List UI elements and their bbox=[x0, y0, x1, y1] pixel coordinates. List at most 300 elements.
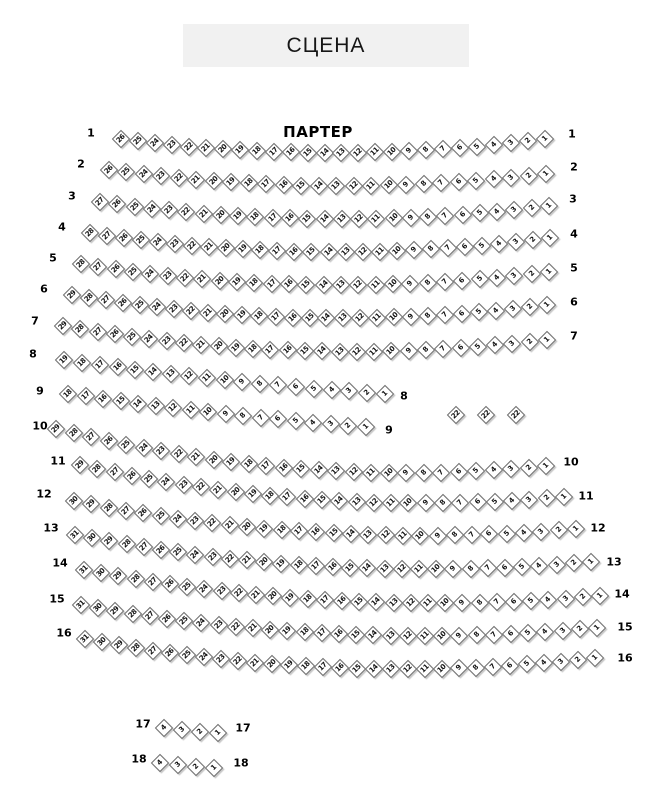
seat[interactable] bbox=[148, 298, 166, 316]
seat[interactable] bbox=[344, 463, 362, 481]
seat[interactable] bbox=[146, 134, 164, 152]
seat[interactable] bbox=[261, 620, 279, 638]
seat[interactable] bbox=[350, 210, 368, 228]
seat[interactable] bbox=[255, 553, 273, 571]
seat[interactable] bbox=[183, 236, 201, 254]
seat[interactable] bbox=[269, 410, 287, 428]
seat[interactable] bbox=[488, 202, 506, 220]
seat[interactable] bbox=[197, 139, 215, 157]
seat[interactable] bbox=[384, 209, 402, 227]
seat[interactable] bbox=[163, 136, 181, 154]
seat[interactable] bbox=[467, 462, 485, 480]
seat[interactable] bbox=[106, 260, 124, 278]
seat[interactable] bbox=[522, 265, 540, 283]
seat[interactable] bbox=[149, 233, 167, 251]
seat[interactable] bbox=[169, 543, 187, 561]
seat[interactable] bbox=[330, 492, 348, 510]
seat[interactable] bbox=[530, 557, 548, 575]
seat[interactable] bbox=[165, 300, 183, 318]
seat[interactable] bbox=[199, 303, 217, 321]
seat[interactable] bbox=[126, 570, 144, 588]
seat[interactable] bbox=[234, 407, 252, 425]
seat[interactable] bbox=[261, 340, 279, 358]
seat[interactable] bbox=[513, 558, 531, 576]
seat[interactable] bbox=[177, 203, 195, 221]
seat[interactable] bbox=[110, 636, 128, 654]
seat[interactable] bbox=[238, 551, 256, 569]
seat[interactable] bbox=[297, 276, 315, 294]
seat[interactable] bbox=[384, 594, 402, 612]
seat[interactable] bbox=[507, 233, 525, 251]
seat[interactable] bbox=[244, 485, 262, 503]
seat[interactable] bbox=[400, 142, 418, 160]
seat[interactable] bbox=[384, 275, 402, 293]
seat[interactable] bbox=[166, 235, 184, 253]
seat[interactable] bbox=[134, 504, 152, 522]
seat[interactable] bbox=[200, 238, 218, 256]
seat[interactable] bbox=[383, 143, 401, 161]
seat[interactable] bbox=[330, 342, 348, 360]
seat[interactable] bbox=[364, 626, 382, 644]
seat[interactable] bbox=[125, 197, 143, 215]
seat[interactable] bbox=[217, 405, 235, 423]
seat[interactable] bbox=[155, 719, 173, 737]
seat[interactable] bbox=[467, 626, 485, 644]
seat[interactable] bbox=[187, 171, 205, 189]
seat[interactable] bbox=[468, 493, 486, 511]
seat[interactable] bbox=[228, 273, 246, 291]
seat[interactable] bbox=[353, 243, 371, 261]
seat[interactable] bbox=[123, 466, 141, 484]
seat[interactable] bbox=[567, 520, 585, 538]
seat[interactable] bbox=[434, 140, 452, 158]
seat[interactable] bbox=[307, 523, 325, 541]
seat[interactable] bbox=[187, 448, 205, 466]
seat[interactable] bbox=[339, 416, 357, 434]
seat[interactable] bbox=[232, 306, 250, 324]
seat[interactable] bbox=[402, 594, 420, 612]
seat[interactable] bbox=[322, 415, 340, 433]
seat[interactable] bbox=[477, 406, 495, 424]
seat[interactable] bbox=[366, 143, 384, 161]
seat[interactable] bbox=[402, 308, 420, 326]
seat[interactable] bbox=[342, 525, 360, 543]
seat[interactable] bbox=[221, 549, 239, 567]
seat[interactable] bbox=[449, 463, 467, 481]
seat[interactable] bbox=[368, 309, 386, 327]
seat[interactable] bbox=[537, 165, 555, 183]
seat[interactable] bbox=[379, 464, 397, 482]
seat[interactable] bbox=[72, 596, 90, 614]
seat[interactable] bbox=[498, 524, 516, 542]
seat[interactable] bbox=[571, 620, 589, 638]
seat[interactable] bbox=[283, 308, 301, 326]
seat[interactable] bbox=[345, 177, 363, 195]
seat[interactable] bbox=[212, 582, 230, 600]
seat[interactable] bbox=[427, 560, 445, 578]
seat[interactable] bbox=[322, 381, 340, 399]
seat[interactable] bbox=[261, 486, 279, 504]
seat[interactable] bbox=[152, 541, 170, 559]
seat[interactable] bbox=[565, 554, 583, 572]
seat[interactable] bbox=[151, 754, 169, 772]
seat[interactable] bbox=[175, 334, 193, 352]
seat[interactable] bbox=[417, 141, 435, 159]
seat[interactable] bbox=[324, 524, 342, 542]
seat[interactable] bbox=[379, 176, 397, 194]
seat[interactable] bbox=[538, 296, 556, 314]
seat[interactable] bbox=[314, 658, 332, 676]
seat[interactable] bbox=[160, 201, 178, 219]
seat[interactable] bbox=[268, 242, 286, 260]
seat[interactable] bbox=[569, 651, 587, 669]
seat[interactable] bbox=[502, 625, 520, 643]
seat[interactable] bbox=[158, 609, 176, 627]
seat[interactable] bbox=[64, 424, 82, 442]
seat[interactable] bbox=[290, 522, 308, 540]
seat[interactable] bbox=[90, 356, 108, 374]
seat[interactable] bbox=[161, 644, 179, 662]
seat[interactable] bbox=[348, 342, 366, 360]
seat[interactable] bbox=[197, 369, 215, 387]
seat[interactable] bbox=[484, 657, 502, 675]
seat[interactable] bbox=[99, 432, 117, 450]
seat[interactable] bbox=[359, 526, 377, 544]
seat[interactable] bbox=[230, 584, 248, 602]
seat[interactable] bbox=[180, 367, 198, 385]
seat[interactable] bbox=[226, 483, 244, 501]
seat[interactable] bbox=[397, 464, 415, 482]
seat[interactable] bbox=[178, 646, 196, 664]
seat[interactable] bbox=[586, 649, 604, 667]
seat[interactable] bbox=[314, 276, 332, 294]
seat[interactable] bbox=[287, 378, 305, 396]
seat[interactable] bbox=[132, 231, 150, 249]
seat[interactable] bbox=[414, 464, 432, 482]
seat[interactable] bbox=[47, 420, 65, 438]
seat[interactable] bbox=[249, 307, 267, 325]
seat[interactable] bbox=[246, 208, 264, 226]
seat[interactable] bbox=[480, 525, 498, 543]
seat[interactable] bbox=[453, 305, 471, 323]
seat[interactable] bbox=[287, 412, 305, 430]
seat[interactable] bbox=[523, 199, 541, 217]
seat[interactable] bbox=[71, 320, 89, 338]
seat[interactable] bbox=[382, 342, 400, 360]
seat[interactable] bbox=[532, 522, 550, 540]
seat[interactable] bbox=[112, 130, 130, 148]
seat[interactable] bbox=[298, 144, 316, 162]
seat[interactable] bbox=[262, 274, 280, 292]
seat[interactable] bbox=[269, 376, 287, 394]
seat[interactable] bbox=[157, 473, 175, 491]
seat[interactable] bbox=[98, 226, 116, 244]
seat[interactable] bbox=[411, 527, 429, 545]
seat[interactable] bbox=[588, 619, 606, 637]
seat[interactable] bbox=[186, 545, 204, 563]
seat[interactable] bbox=[89, 599, 107, 617]
seat[interactable] bbox=[358, 559, 376, 577]
seat[interactable] bbox=[82, 495, 100, 513]
seat[interactable] bbox=[324, 558, 342, 576]
seat[interactable] bbox=[89, 258, 107, 276]
seat[interactable] bbox=[540, 197, 558, 215]
seat[interactable] bbox=[382, 660, 400, 678]
seat[interactable] bbox=[422, 240, 440, 258]
seat[interactable] bbox=[135, 538, 153, 556]
seat[interactable] bbox=[367, 593, 385, 611]
seat[interactable] bbox=[381, 626, 399, 644]
seat[interactable] bbox=[436, 207, 454, 225]
seat[interactable] bbox=[144, 641, 162, 659]
seat[interactable] bbox=[463, 526, 481, 544]
seat[interactable] bbox=[536, 130, 554, 148]
seat[interactable] bbox=[76, 387, 94, 405]
seat[interactable] bbox=[382, 494, 400, 512]
seat[interactable] bbox=[100, 532, 118, 550]
seat[interactable] bbox=[144, 573, 162, 591]
seat[interactable] bbox=[71, 456, 89, 474]
seat[interactable] bbox=[99, 498, 117, 516]
seat[interactable] bbox=[451, 139, 469, 157]
seat[interactable] bbox=[484, 170, 502, 188]
seat[interactable] bbox=[349, 144, 367, 162]
seat[interactable] bbox=[238, 518, 256, 536]
seat[interactable] bbox=[313, 491, 331, 509]
seat[interactable] bbox=[93, 633, 111, 651]
seat[interactable] bbox=[203, 547, 221, 565]
seat[interactable] bbox=[152, 167, 170, 185]
seat[interactable] bbox=[194, 204, 212, 222]
seat[interactable] bbox=[405, 241, 423, 259]
seat[interactable] bbox=[141, 265, 159, 283]
seat[interactable] bbox=[471, 204, 489, 222]
seat[interactable] bbox=[199, 403, 217, 421]
seat[interactable] bbox=[281, 209, 299, 227]
seat[interactable] bbox=[298, 590, 316, 608]
seat[interactable] bbox=[204, 450, 222, 468]
seat[interactable] bbox=[187, 758, 205, 776]
seat[interactable] bbox=[173, 721, 191, 739]
seat[interactable] bbox=[522, 592, 540, 610]
seat[interactable] bbox=[467, 658, 485, 676]
seat[interactable] bbox=[556, 590, 574, 608]
seat[interactable] bbox=[450, 626, 468, 644]
seat[interactable] bbox=[502, 460, 520, 478]
seat[interactable] bbox=[461, 560, 479, 578]
seat[interactable] bbox=[416, 660, 434, 678]
seat[interactable] bbox=[239, 455, 257, 473]
seat[interactable] bbox=[479, 559, 497, 577]
seat[interactable] bbox=[88, 460, 106, 478]
seat[interactable] bbox=[487, 302, 505, 320]
seat[interactable] bbox=[332, 276, 350, 294]
seat[interactable] bbox=[519, 624, 537, 642]
seat[interactable] bbox=[209, 337, 227, 355]
seat[interactable] bbox=[401, 275, 419, 293]
seat[interactable] bbox=[540, 263, 558, 281]
seat[interactable] bbox=[126, 360, 144, 378]
seat[interactable] bbox=[470, 594, 488, 612]
seat[interactable] bbox=[73, 353, 91, 371]
seat[interactable] bbox=[447, 406, 465, 424]
seat[interactable] bbox=[221, 516, 239, 534]
seat[interactable] bbox=[468, 137, 486, 155]
seat[interactable] bbox=[302, 243, 320, 261]
seat[interactable] bbox=[212, 650, 230, 668]
seat[interactable] bbox=[341, 559, 359, 577]
seat[interactable] bbox=[453, 594, 471, 612]
seat[interactable] bbox=[486, 493, 504, 511]
seat[interactable] bbox=[144, 363, 162, 381]
seat[interactable] bbox=[336, 243, 354, 261]
seat[interactable] bbox=[80, 289, 98, 307]
seat[interactable] bbox=[434, 340, 452, 358]
seat[interactable] bbox=[191, 723, 209, 741]
seat[interactable] bbox=[292, 460, 310, 478]
seat[interactable] bbox=[279, 341, 297, 359]
seat[interactable] bbox=[505, 592, 523, 610]
seat[interactable] bbox=[304, 413, 322, 431]
seat[interactable] bbox=[186, 512, 204, 530]
seat[interactable] bbox=[180, 137, 198, 155]
seat[interactable] bbox=[365, 660, 383, 678]
seat[interactable] bbox=[246, 653, 264, 671]
seat[interactable] bbox=[451, 339, 469, 357]
seat[interactable] bbox=[244, 619, 262, 637]
seat[interactable] bbox=[432, 174, 450, 192]
seat[interactable] bbox=[315, 210, 333, 228]
seat[interactable] bbox=[63, 286, 81, 304]
seat[interactable] bbox=[316, 591, 334, 609]
seat[interactable] bbox=[140, 470, 158, 488]
seat[interactable] bbox=[319, 243, 337, 261]
seat[interactable] bbox=[547, 556, 565, 574]
seat[interactable] bbox=[123, 604, 141, 622]
seat[interactable] bbox=[334, 309, 352, 327]
seat[interactable] bbox=[519, 132, 537, 150]
seat[interactable] bbox=[75, 561, 93, 579]
seat[interactable] bbox=[538, 331, 556, 349]
seat[interactable] bbox=[505, 201, 523, 219]
seat[interactable] bbox=[117, 163, 135, 181]
seat[interactable] bbox=[266, 308, 284, 326]
seat[interactable] bbox=[488, 593, 506, 611]
seat[interactable] bbox=[362, 177, 380, 195]
seat[interactable] bbox=[399, 494, 417, 512]
seat[interactable] bbox=[280, 275, 298, 293]
seat[interactable] bbox=[215, 371, 233, 389]
seat[interactable] bbox=[333, 210, 351, 228]
seat[interactable] bbox=[88, 323, 106, 341]
seat[interactable] bbox=[436, 273, 454, 291]
seat[interactable] bbox=[366, 276, 384, 294]
seat[interactable] bbox=[538, 489, 556, 507]
seat[interactable] bbox=[151, 507, 169, 525]
seat[interactable] bbox=[327, 177, 345, 195]
seat[interactable] bbox=[518, 655, 536, 673]
seat[interactable] bbox=[255, 519, 273, 537]
seat[interactable] bbox=[117, 436, 135, 454]
seat[interactable] bbox=[247, 585, 265, 603]
seat[interactable] bbox=[485, 625, 503, 643]
seat[interactable] bbox=[161, 575, 179, 593]
seat[interactable] bbox=[108, 358, 126, 376]
seat[interactable] bbox=[55, 351, 73, 369]
seat[interactable] bbox=[192, 335, 210, 353]
seat[interactable] bbox=[205, 172, 223, 190]
seat[interactable] bbox=[456, 238, 474, 256]
seat[interactable] bbox=[169, 756, 187, 774]
seat[interactable] bbox=[539, 591, 557, 609]
seat[interactable] bbox=[229, 207, 247, 225]
seat[interactable] bbox=[281, 143, 299, 161]
seat[interactable] bbox=[436, 306, 454, 324]
seat[interactable] bbox=[83, 529, 101, 547]
seat[interactable] bbox=[419, 594, 437, 612]
seat[interactable] bbox=[257, 457, 275, 475]
seat[interactable] bbox=[169, 445, 187, 463]
seat[interactable] bbox=[134, 439, 152, 457]
seat[interactable] bbox=[451, 494, 469, 512]
seat[interactable] bbox=[66, 526, 84, 544]
seat[interactable] bbox=[535, 654, 553, 672]
seat[interactable] bbox=[524, 231, 542, 249]
seat[interactable] bbox=[292, 176, 310, 194]
seat[interactable] bbox=[519, 458, 537, 476]
seat[interactable] bbox=[521, 333, 539, 351]
seat[interactable] bbox=[397, 176, 415, 194]
seat[interactable] bbox=[59, 385, 77, 403]
seat[interactable] bbox=[152, 442, 170, 460]
seat[interactable] bbox=[410, 560, 428, 578]
seat[interactable] bbox=[129, 132, 147, 150]
seat[interactable] bbox=[501, 656, 519, 674]
seat[interactable] bbox=[553, 622, 571, 640]
seat[interactable] bbox=[515, 524, 533, 542]
seat[interactable] bbox=[65, 492, 83, 510]
seat[interactable] bbox=[273, 521, 291, 539]
seat[interactable] bbox=[297, 657, 315, 675]
seat[interactable] bbox=[521, 298, 539, 316]
seat[interactable] bbox=[418, 274, 436, 292]
seat[interactable] bbox=[227, 617, 245, 635]
seat[interactable] bbox=[245, 274, 263, 292]
seat[interactable] bbox=[444, 560, 462, 578]
seat[interactable] bbox=[109, 567, 127, 585]
seat[interactable] bbox=[362, 463, 380, 481]
seat[interactable] bbox=[486, 336, 504, 354]
seat[interactable] bbox=[209, 724, 227, 742]
seat[interactable] bbox=[193, 270, 211, 288]
seat[interactable] bbox=[135, 165, 153, 183]
seat[interactable] bbox=[385, 308, 403, 326]
seat[interactable] bbox=[170, 169, 188, 187]
seat[interactable] bbox=[417, 341, 435, 359]
seat[interactable] bbox=[195, 580, 213, 598]
seat[interactable] bbox=[298, 210, 316, 228]
seat[interactable] bbox=[215, 305, 233, 323]
seat[interactable] bbox=[82, 428, 100, 446]
seat[interactable] bbox=[417, 494, 435, 512]
seat[interactable] bbox=[146, 397, 164, 415]
seat[interactable] bbox=[233, 373, 251, 391]
seat[interactable] bbox=[164, 399, 182, 417]
seat[interactable] bbox=[141, 607, 159, 625]
seat[interactable] bbox=[229, 652, 247, 670]
seat[interactable] bbox=[296, 490, 314, 508]
seat[interactable] bbox=[469, 338, 487, 356]
